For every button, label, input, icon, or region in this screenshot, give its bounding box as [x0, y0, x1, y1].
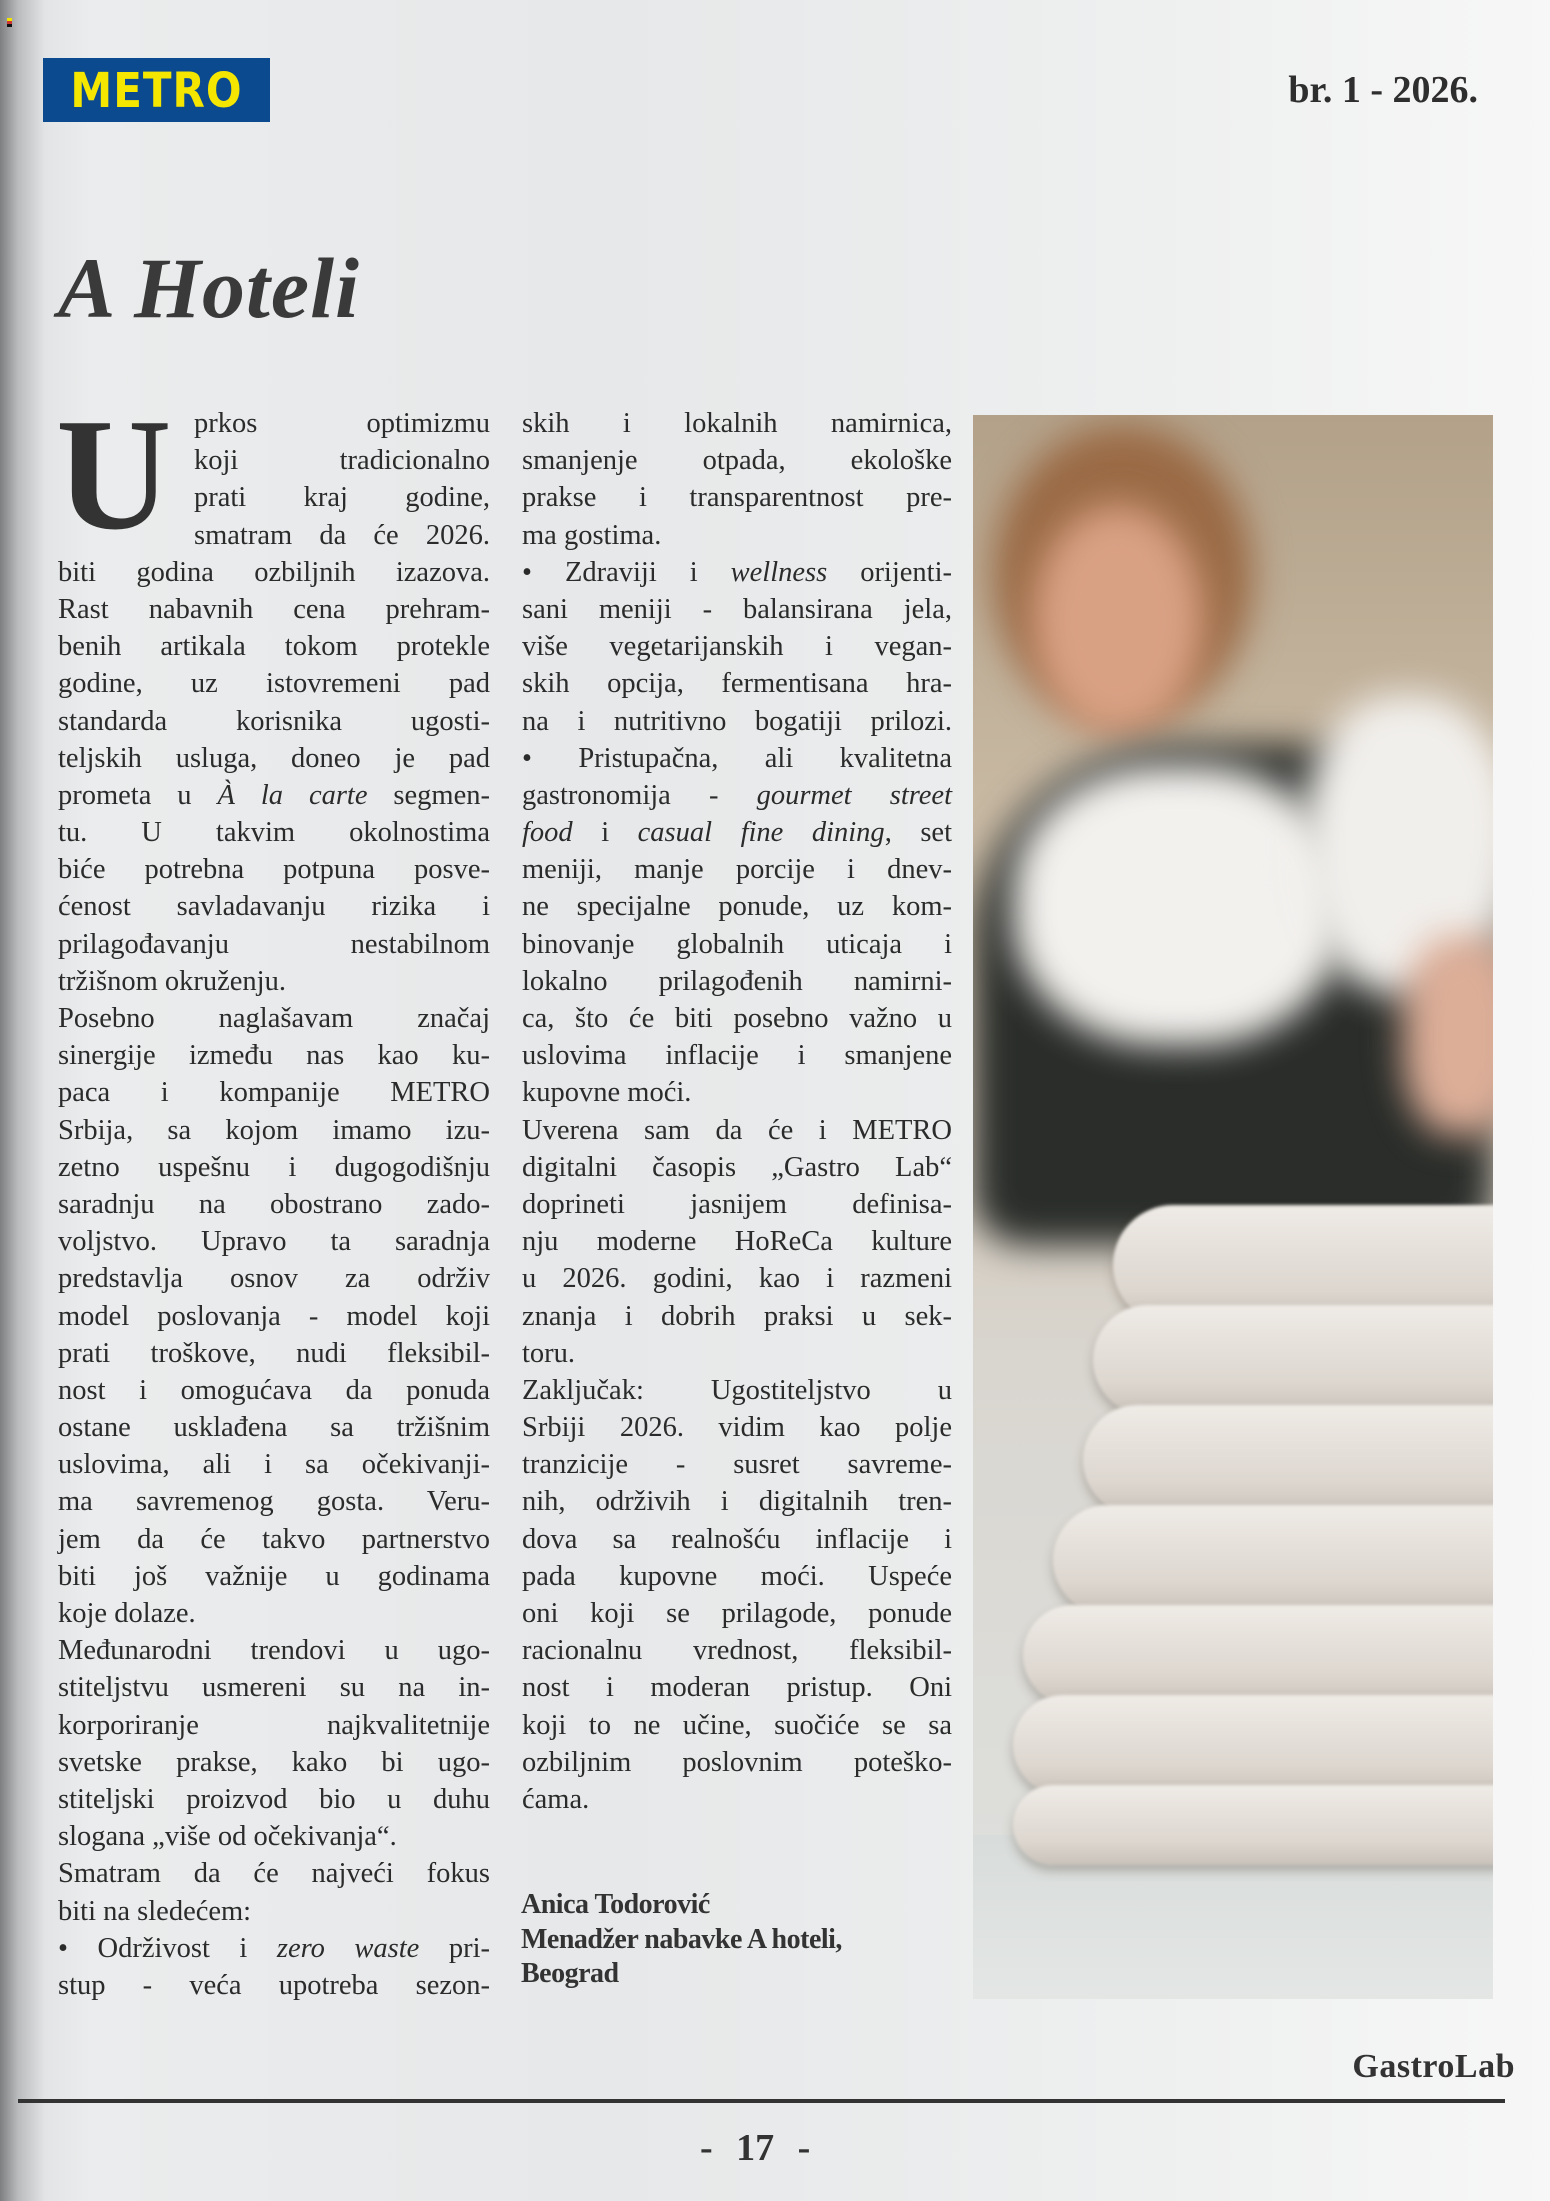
article-photo-towels: [973, 415, 1493, 1999]
italic-phrase: gourmet street: [756, 779, 952, 811]
photo-towel: [1093, 1305, 1493, 1415]
text-line: prkos optimizmu: [194, 408, 490, 439]
text-segment: gastronomija -: [522, 779, 757, 811]
italic-phrase: casual fine dining: [637, 817, 885, 849]
text-segment: pri-: [419, 1932, 490, 1964]
text-line: prilagođavanju nestabilnom: [58, 928, 490, 960]
text-line: pada kupovne moći. Uspeće: [522, 1560, 952, 1592]
logo-text: METRO: [70, 61, 243, 119]
text-line: model poslovanja - model koji: [58, 1300, 490, 1332]
text-line: skih i lokalnih namirnica,: [522, 408, 952, 439]
italic-phrase: wellness: [730, 556, 828, 588]
text-line: nost i omogućava da ponuda: [58, 1374, 490, 1406]
article-column-1: [56, 385, 490, 2004]
text-line: nih, održivih i digitalnih tren-: [522, 1486, 952, 1518]
text-line: prakse i transparentnost pre-: [522, 482, 952, 514]
text-line: smatram da će 2026.: [194, 519, 490, 551]
text-line: tranzicije - susret savreme-: [522, 1449, 952, 1481]
text-line: kupovne moći.: [522, 1077, 692, 1109]
text-line: uslovima, ali i sa očekivanji-: [58, 1449, 490, 1481]
text-line: [522, 777, 952, 814]
italic-phrase: À la carte: [217, 779, 368, 811]
author-role: Menadžer nabavke A hoteli,: [521, 1923, 842, 1955]
page-number: - 17 -: [700, 2127, 811, 2169]
text-segment: , set: [884, 817, 952, 849]
text-line: tržišnom okruženju.: [58, 965, 286, 997]
photo-blouse: [1013, 765, 1343, 1045]
text-line: standarda korisnika ugosti-: [58, 705, 490, 737]
text-line: sinergije između nas kao ku-: [58, 1040, 490, 1072]
text-line: ca, što će biti posebno važno u: [522, 1003, 952, 1034]
text-line: Uverena sam da će i METRO: [522, 1114, 952, 1146]
photo-towel: [1013, 1785, 1493, 1865]
author-signature: [521, 1888, 842, 1992]
text-line: nost i moderan pristup. Oni: [522, 1672, 952, 1704]
text-line: uslovima inflacije i smanjene: [522, 1040, 952, 1072]
text-line: korporiranje najkvalitetnije: [58, 1709, 490, 1741]
text-line: ozbiljnim poslovnim poteško-: [522, 1746, 952, 1778]
text-line: digitalni časopis „Gastro Lab“: [522, 1151, 952, 1183]
text-segment: segmen-: [367, 779, 490, 811]
magazine-name: GastroLab: [1352, 2048, 1515, 2085]
text-segment: i: [572, 817, 638, 849]
text-line: [522, 554, 952, 591]
text-line: dova sa realnošću inflacije i: [522, 1523, 952, 1555]
text-line: biti godina ozbiljnih izazova.: [58, 556, 490, 588]
text-segment: • Održivost i: [58, 1932, 277, 1964]
text-line: nju moderne HoReCa kulture: [522, 1226, 952, 1258]
italic-phrase: zero waste: [276, 1932, 420, 1964]
author-name: Anica Todorović: [521, 1889, 710, 1920]
text-line: [522, 814, 952, 851]
text-segment: • Zdraviji i: [522, 556, 731, 588]
text-line: ćenost savladavanju rizika i: [58, 891, 490, 923]
text-line: Srbija, sa kojom imamo izu-: [58, 1114, 490, 1146]
text-line: biće potrebna potpuna posve-: [58, 854, 490, 886]
text-line: biti na sledećem:: [58, 1895, 252, 1927]
issue-number: br. 1 - 2026.: [1288, 69, 1478, 111]
text-line: tu. U takvim okolnostima: [58, 817, 490, 849]
text-line: predstavlja osnov za održiv: [58, 1263, 490, 1295]
text-line: skih opcija, fermentisana hra-: [522, 668, 952, 700]
text-line: ostane usklađena sa tržišnim: [58, 1412, 490, 1444]
text-line: racionalnu vrednost, fleksibil-: [522, 1635, 952, 1667]
text-line: Posebno naglašavam značaj: [58, 1003, 490, 1034]
article-title: A Hoteli: [58, 240, 360, 336]
photo-towel: [1053, 1505, 1493, 1615]
text-line: Rast nabavnih cena prehram-: [58, 593, 490, 625]
text-line: benih artikala tokom protekle: [58, 631, 490, 663]
text-line: svetske prakse, kako bi ugo-: [58, 1746, 490, 1778]
text-line: prati troškove, nudi fleksibil-: [58, 1337, 490, 1369]
text-line: na i nutritivno bogatiji prilozi.: [522, 705, 952, 737]
photo-towel: [1083, 1405, 1493, 1515]
text-line: stiteljski proizvod bio u duhu: [58, 1783, 490, 1815]
text-line: ma savremenog gosta. Veru-: [58, 1486, 490, 1518]
photo-face: [1033, 505, 1203, 735]
author-city: Beograd: [521, 1958, 619, 1989]
print-registration-marks: [7, 18, 12, 27]
text-line: [58, 1930, 490, 1967]
text-line: binovanje globalnih uticaja i: [522, 928, 952, 960]
text-line: znanja i dobrih praksi u sek-: [522, 1300, 952, 1332]
text-line: slogana „više od očekivanja“.: [58, 1821, 397, 1853]
text-line: ćama.: [522, 1783, 590, 1815]
text-line: koji to ne učine, suočiće se sa: [522, 1709, 952, 1741]
italic-phrase: food: [522, 817, 573, 849]
text-line: paca i kompanije METRO: [58, 1077, 490, 1109]
photo-towel: [1023, 1605, 1493, 1705]
footer-divider: [18, 2099, 1505, 2103]
photo-arm: [1403, 935, 1493, 1135]
text-line: koje dolaze.: [58, 1598, 196, 1629]
text-line: Zaključak: Ugostiteljstvo u: [522, 1374, 952, 1406]
text-line: smanjenje otpada, ekološke: [522, 445, 952, 477]
text-line: voljstvo. Upravo ta saradnja: [58, 1226, 490, 1258]
text-line: u 2026. godini, kao i razmeni: [522, 1263, 952, 1295]
text-line: stup - veća upotreba sezon-: [58, 1969, 490, 2001]
text-line: zetno uspešnu i dugogodišnju: [58, 1151, 490, 1183]
text-line: toru.: [522, 1337, 576, 1369]
article-column-2: [522, 405, 952, 1818]
text-line: saradnju na obostrano zado-: [58, 1188, 490, 1220]
text-line: lokalno prilagođenih namirni-: [522, 965, 952, 997]
text-line: stiteljstvu usmereni su na in-: [58, 1672, 490, 1704]
text-line: teljskih usluga, doneo je pad: [58, 742, 490, 774]
text-line: Smatram da će najveći fokus: [58, 1858, 490, 1890]
text-line: više vegetarijanskih i vegan-: [522, 631, 952, 663]
text-line: godine, uz istovremeni pad: [58, 668, 490, 700]
text-line: meniji, manje porcije i dnev-: [522, 854, 952, 886]
text-line: koji tradicionalno: [194, 445, 490, 477]
text-line: [58, 777, 490, 814]
metro-logo: [43, 58, 270, 122]
text-line: prati kraj godine,: [194, 482, 490, 514]
text-line: biti još važnije u godinama: [58, 1560, 490, 1592]
text-line: ne specijalne ponude, uz kom-: [522, 891, 952, 923]
text-line: Srbiji 2026. vidim kao polje: [522, 1412, 952, 1444]
text-line: sani meniji - balansirana jela,: [522, 593, 952, 625]
photo-towel: [1013, 1695, 1493, 1795]
drop-cap: U: [56, 385, 172, 563]
text-line: ma gostima.: [522, 519, 662, 551]
text-segment: prometa u: [58, 779, 218, 811]
text-line: doprineti jasnijem definisa-: [522, 1188, 952, 1220]
text-line: • Pristupačna, ali kvalitetna: [522, 742, 952, 774]
text-line: jem da će takvo partnerstvo: [58, 1523, 490, 1555]
text-line: Međunarodni trendovi u ugo-: [58, 1635, 490, 1667]
text-line: oni koji se prilagode, ponude: [522, 1598, 952, 1629]
text-segment: orijenti-: [827, 556, 952, 588]
